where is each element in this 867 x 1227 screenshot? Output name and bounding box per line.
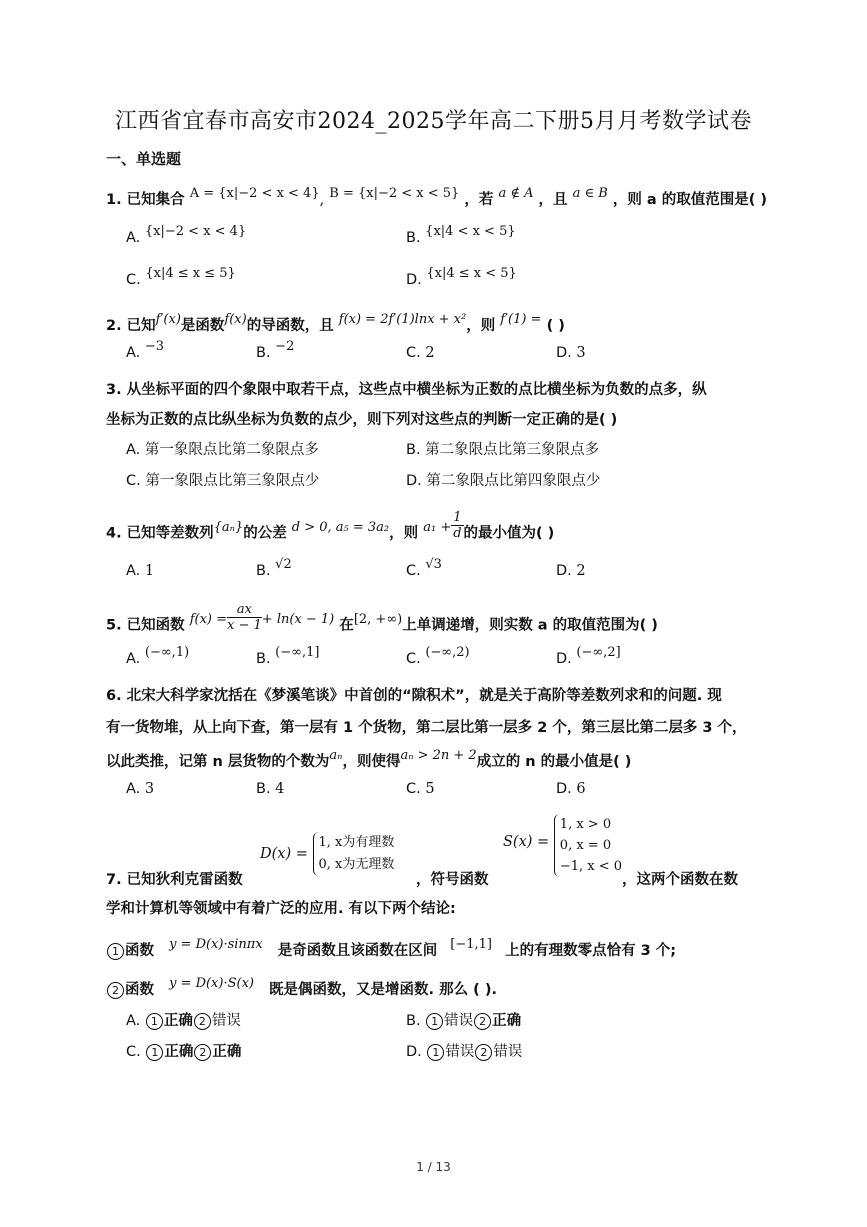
question-6-line-1: 6. 北宋大科学家沈括在《梦溪笔谈》中首创的“隙积术”，就是关于高阶等差数列求和的问题. 现 bbox=[106, 688, 722, 704]
question-1-option-d: D. {x|4 ≤ x < 5} bbox=[406, 266, 517, 288]
question-4-option-d: D. 2 bbox=[556, 563, 586, 579]
conclusion-1: 1 函数 y = D(x)·sinπx 是奇函数且该函数在区间 [−1,1] 上的有理数零点恰有 3 个; bbox=[106, 939, 676, 960]
question-7-option-b: B. 1 错误 2 正确 bbox=[406, 1013, 522, 1029]
question-1-option-a: A. {x|−2 < x < 4} bbox=[126, 224, 247, 246]
question-7-stem-b: ，符号函数 bbox=[416, 872, 489, 888]
question-6-option-c: C. 5 bbox=[406, 781, 435, 797]
question-2-stem: 2. 已知f′(x)是函数f(x)的导函数，且 f(x) = 2f′(1)lnx + x²，则 f′(1) = ( ) bbox=[106, 312, 565, 334]
set-a-expr: A = {x|−2 < x < 4} bbox=[189, 186, 320, 201]
question-6-option-a: A. 3 bbox=[126, 781, 155, 797]
question-3-option-d: D. 第二象限点比第四象限点少 bbox=[406, 473, 601, 489]
question-4-option-c: C. √3 bbox=[406, 557, 442, 579]
question-1-option-b: B. {x|4 < x < 5} bbox=[406, 224, 516, 246]
question-7-option-d: D. 1 错误 2 错误 bbox=[406, 1044, 523, 1060]
question-4-option-b: B. √2 bbox=[256, 557, 292, 579]
question-3-option-c: C. 第一象限点比第三象限点少 bbox=[126, 473, 320, 489]
question-5-option-a: A. (−∞,1) bbox=[126, 645, 190, 667]
question-5-option-d: D. (−∞,2] bbox=[556, 645, 621, 667]
question-1-option-c: C. {x|4 ≤ x ≤ 5} bbox=[126, 266, 236, 288]
question-2-option-b: B. −2 bbox=[256, 339, 295, 361]
question-3-option-a: A. 第一象限点比第二象限点多 bbox=[126, 442, 319, 458]
question-5-option-c: C. (−∞,2) bbox=[406, 645, 470, 667]
conclusion-2: 2 函数 y = D(x)·S(x) 既是偶函数，又是增函数. 那么 ( ). bbox=[106, 978, 497, 999]
question-2-option-d: D. 3 bbox=[556, 345, 586, 361]
question-5-stem: 5. 已知函数 f(x) = $\frac{ax}{x - 1}$ + ln(x − 1) 在[2, +∞)上单调递增，则实数 a 的取值范围为( ) bbox=[106, 602, 658, 634]
dirichlet-function-def: D(x) = 1, x为有理数 0, x为无理数 bbox=[260, 832, 394, 876]
circled-number-1-icon: 1 bbox=[107, 943, 124, 960]
question-3-option-b: B. 第二象限点比第三象限点多 bbox=[406, 442, 600, 458]
question-7-option-a: A. 1 正确 2 错误 bbox=[126, 1013, 241, 1029]
section-heading: 一、单选题 bbox=[106, 150, 182, 168]
question-7-stem: 7. 已知狄利克雷函数 bbox=[106, 872, 243, 888]
set-b-expr: B = {x|−2 < x < 5} bbox=[329, 186, 460, 201]
question-7-stem-c: ，这两个函数在数 bbox=[622, 872, 738, 888]
question-6-option-b: B. 4 bbox=[256, 781, 285, 797]
question-6-line-2: 有一货物堆，从上向下查，第一层有 1 个货物，第二层比第一层多 2 个，第三层比第二层多 3 个， bbox=[106, 720, 747, 736]
question-3-line-1: 3. 从坐标平面的四个象限中取若干点，这些点中横坐标为正数的点比横坐标为负数的点多，纵 bbox=[106, 382, 707, 398]
question-4-stem: 4. 已知等差数列{aₙ}的公差 d > 0, a₅ = 3a₂，则 a₁ + $\frac{1}{d}$ 的最小值为( ) bbox=[106, 510, 555, 542]
question-7-option-c: C. 1 正确 2 正确 bbox=[126, 1044, 242, 1060]
question-2-option-a: A. −3 bbox=[126, 339, 165, 361]
sign-function-def: S(x) = 1, x > 0 0, x = 0 −1, x < 0 bbox=[503, 814, 622, 877]
page-title: 江西省宜春市高安市2024_2025学年高二下册5月月考数学试卷 bbox=[115, 109, 752, 134]
question-3-line-2: 坐标为正数的点比纵坐标为负数的点少，则下列对这些点的判断一定正确的是( ) bbox=[106, 412, 618, 428]
question-1-stem: 1. 已知集合 A = {x|−2 < x < 4}, B = {x|−2 < x < 5} ，若 a ∉ A ，且 a ∈ B ，则 a 的取值范围是( ) bbox=[106, 186, 768, 208]
question-6-line-3: 以此类推，记第 n 层货物的个数为aₙ，则使得aₙ > 2n + 2成立的 n 的最小值是( ) bbox=[106, 748, 632, 770]
question-2-option-c: C. 2 bbox=[406, 345, 435, 361]
page-number: 1 / 13 bbox=[416, 1160, 451, 1174]
question-4-option-a: A. 1 bbox=[126, 563, 155, 579]
question-6-option-d: D. 6 bbox=[556, 781, 586, 797]
question-7-line-2: 学和计算机等领域中有着广泛的应用. 有以下两个结论: bbox=[106, 901, 456, 917]
circled-number-2-icon: 2 bbox=[107, 982, 124, 999]
question-5-option-b: B. (−∞,1] bbox=[256, 645, 320, 667]
